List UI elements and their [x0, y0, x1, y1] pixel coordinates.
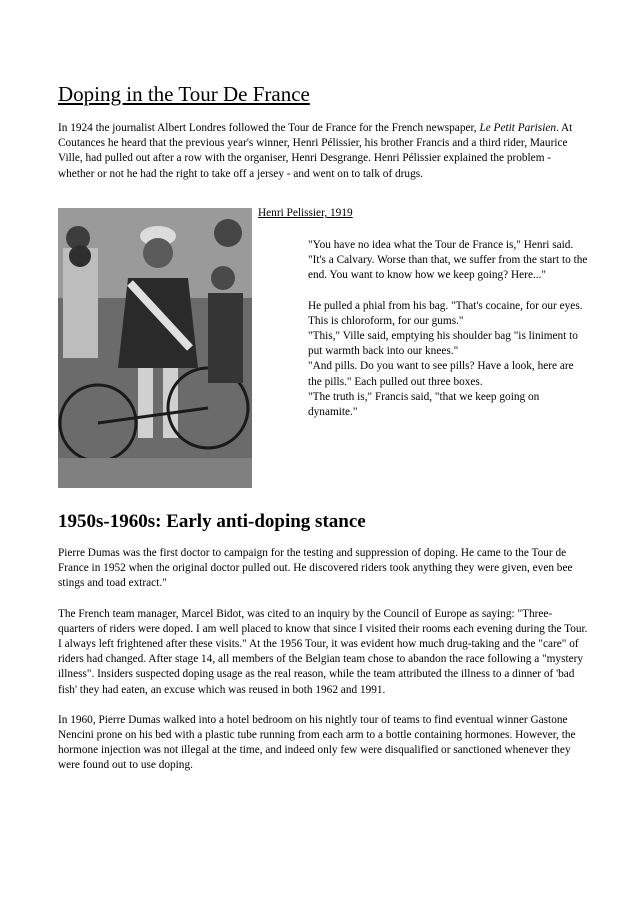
newspaper-name: Le Petit Parisien [479, 122, 556, 134]
section-body [58, 546, 588, 789]
historical-photo [58, 208, 252, 488]
quote-block [308, 238, 590, 420]
section-heading: 1950s-1960s: Early anti-doping stance [58, 511, 366, 532]
quote-line: "The truth is," Francis said, "that we keep going on dynamite." [308, 390, 540, 419]
quote-line: "And pills. Do you want to see pills? Have a look, here are the pills." Each pulled out three boxes. [308, 360, 574, 388]
body-paragraph: Pierre Dumas was the first doctor to campaign for the testing and suppression of doping. He came to the Tour de France in 1952 when the original doctor pulled out. He discovered riders took anything they were given, even bee stings and toad extract." [58, 547, 573, 590]
quote-line: He pulled a phial from his bag. "That's cocaine, for our eyes. This is chloroform, for our gums." [308, 299, 583, 327]
quote-paragraph: "You have no idea what the Tour de France is," Henri said. "It's a Calvary. Worse than that, we suffer from the start to the end. You want to know how we keep going? Here..." [308, 239, 588, 282]
page-title: Doping in the Tour De France [58, 82, 310, 106]
body-paragraph: The French team manager, Marcel Bidot, was cited to an inquiry by the Council of Europe as saying: "Three-quarters of riders were doped. I am well placed to know that since I visited their rooms each evening during the Tour. I always left frightened after these visits." At the 1956 Tour, it was evident how much drug-taking and the "care" of riders had changed. After stage 14, all members of the Belgian team chose to abandon the race following a "mystery illness". Insiders suspected doping usage as the real reason, while the team attributed the illness to a dinner of 'bad fish' they had eaten, an excuse which was reused in both 1962 and 1991. [58, 607, 588, 696]
intro-text-start: In 1924 the journalist Albert Londres followed the Tour de France for the French newspaper, [58, 122, 480, 134]
photo-caption-link[interactable]: Henri Pelissier, 1919 [258, 207, 353, 219]
quote-line: "This," Ville said, emptying his shoulder bag "is liniment to put warmth back into our knees." [308, 330, 578, 358]
intro-text-end: . At Coutances he heard that the previous year's winner, Henri Pélissier, his brother Francis and a third rider, Maurice Ville, had pulled out after a row with the organiser, Henri Desgrange. Henri Pélissier explained the problem - whether or not he had the right to take off a jersey - and went on to talk of drugs. [58, 122, 573, 180]
cyclists-photo-illustration [58, 208, 252, 488]
body-paragraph: In 1960, Pierre Dumas walked into a hotel bedroom on his nightly tour of teams to find eventual winner Gastone Nencini prone on his bed with a plastic tube running from each arm to a bottle containing hormones. However, the hormone injection was not illegal at the time, and indeed only few were disqualified or sanctioned whenever they were found out to use doping. [58, 713, 576, 772]
intro-paragraph [58, 121, 588, 182]
